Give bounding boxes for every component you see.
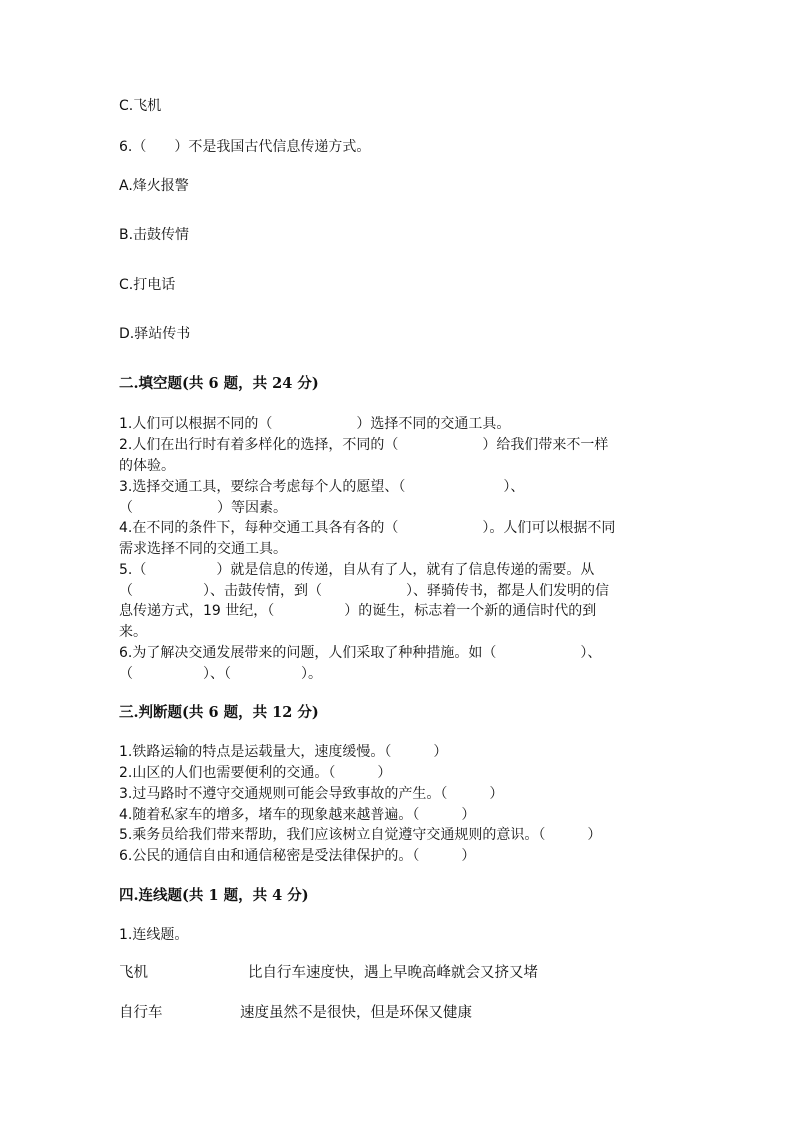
fill-line: 3.选择交通工具，要综合考虑每个人的愿望、（ ）、 <box>119 479 525 495</box>
option-q5-c: C.飞机 <box>119 98 162 114</box>
section-3-title: 三.判断题(共 6 题，共 12 分) <box>119 704 319 721</box>
fill-line: 来。 <box>119 624 147 640</box>
section-4-title: 四.连线题(共 1 题，共 4 分) <box>119 887 309 904</box>
question-6-stem: 6.（ ）不是我国古代信息传递方式。 <box>119 139 371 155</box>
fill-line: （ ）、击鼓传情，到（ ）、驿骑传书，都是人们发明的信 <box>119 583 609 599</box>
fill-line: 2.人们在出行时有着多样化的选择，不同的（ ）给我们带来不一样 <box>119 437 609 453</box>
question-1-matching: 1.连线题。 <box>119 927 189 943</box>
judge-line: 3.过马路时不遵守交通规则可能会导致事故的产生。（ ） <box>119 786 504 802</box>
fill-line: 6.为了解决交通发展带来的问题，人们采取了种种措施。如（ ）、 <box>119 645 602 661</box>
fill-line: （ ）等因素。 <box>119 500 287 516</box>
section-2-title: 二.填空题(共 6 题，共 24 分) <box>119 375 319 392</box>
fill-line: 息传递方式，19 世纪，（ ）的诞生，标志着一个新的通信时代的到 <box>119 603 597 619</box>
fill-line: 1.人们可以根据不同的（ ）选择不同的交通工具。 <box>119 416 511 432</box>
judge-line: 6.公民的通信自由和通信秘密是受法律保护的。（ ） <box>119 848 476 864</box>
fill-line: 5.（ ）就是信息的传递，自从有了人，就有了信息传递的需要。从 <box>119 562 595 578</box>
option-q6-b: B.击鼓传情 <box>119 227 190 243</box>
match-left-item: 自行车 <box>119 1005 163 1021</box>
fill-line: 的体验。 <box>119 458 175 474</box>
option-q6-c: C.打电话 <box>119 277 176 293</box>
fill-line: 4.在不同的条件下，每种交通工具各有各的（ ）。人们可以根据不同 <box>119 520 616 536</box>
fill-line: 需求选择不同的交通工具。 <box>119 541 287 557</box>
judge-line: 1.铁路运输的特点是运载量大，速度缓慢。（ ） <box>119 744 448 760</box>
judge-line: 4.随着私家车的增多，堵车的现象越来越普遍。（ ） <box>119 807 476 823</box>
judge-line: 2.山区的人们也需要便利的交通。（ ） <box>119 765 392 781</box>
match-right-item: 比自行车速度快，遇上早晚高峰就会又挤又堵 <box>248 965 538 981</box>
fill-line: （ ）、（ ）。 <box>119 666 322 682</box>
option-q6-d: D.驿站传书 <box>119 326 191 342</box>
judge-line: 5.乘务员给我们带来帮助，我们应该树立自觉遵守交通规则的意识。（ ） <box>119 827 602 843</box>
match-left-item: 飞机 <box>119 965 148 981</box>
option-q6-a: A.烽火报警 <box>119 178 189 194</box>
match-right-item: 速度虽然不是很快，但是环保又健康 <box>240 1005 472 1021</box>
